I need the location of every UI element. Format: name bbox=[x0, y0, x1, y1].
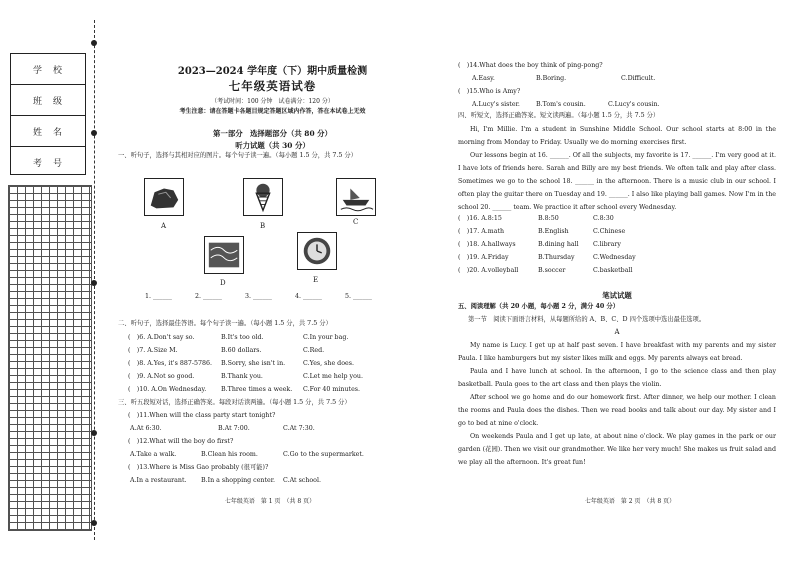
option: C.Wednesday bbox=[593, 254, 636, 261]
question-15: ( )15.Who is Amy? bbox=[458, 88, 521, 95]
picture-label-b: B bbox=[260, 222, 266, 230]
section-four-instruction: 四、听短文，选择正确答案。短文读两遍。（每小题 1.5 分，共 7.5 分） bbox=[458, 112, 660, 119]
option: C.Go to the supermarket. bbox=[283, 451, 364, 458]
listening-passage-p2: Our lessons begin at 16. ______. Of all the subjects, my favorite is 17. ______. I'm very good at it. I have lots of friends here. Sarah and Billy are my best friends. We often talk and play after class. Sometimes we go to the school 18. ______ in the afternoon. There is a music club in our school. I often play the guitar there on Tuesday and 19. ______. I also like playing ball games. Now I'm in the school 20. ______ team. We practice it after school every Wednesday. bbox=[458, 152, 776, 211]
question-9: ( )9. A.Not so good. bbox=[128, 373, 195, 380]
picture-label-c: C bbox=[353, 218, 359, 226]
option: B.Boring. bbox=[536, 75, 567, 82]
option: A.Take a walk. bbox=[130, 451, 177, 458]
option: C.Red. bbox=[303, 347, 325, 354]
picture-label-d: D bbox=[220, 279, 226, 287]
time-info: （考试时间：100 分钟 试卷满分：120 分） bbox=[211, 98, 334, 105]
answer-blank-2[interactable]: 2. ______ bbox=[195, 293, 222, 300]
option: A.In a restaurant. bbox=[130, 477, 187, 484]
option: B.8:50 bbox=[538, 215, 559, 222]
picture-e-clock bbox=[297, 232, 337, 270]
option: C.Yes, she does. bbox=[303, 360, 354, 367]
exam-subtitle: 七年级英语试卷 bbox=[228, 79, 317, 93]
question-18: ( )18. A.hallways bbox=[458, 241, 516, 248]
option: C.For 40 minutes. bbox=[303, 386, 361, 393]
binding-hole bbox=[91, 280, 97, 286]
answer-blank-5[interactable]: 5. ______ bbox=[345, 293, 372, 300]
option: B.dining hall bbox=[538, 241, 579, 248]
exam-number-field: 考 号 bbox=[32, 158, 63, 169]
option: C.basketball bbox=[593, 267, 633, 274]
picture-d-weather bbox=[204, 236, 244, 274]
picture-label-e: E bbox=[313, 276, 319, 284]
question-16: ( )16. A.8:15 bbox=[458, 215, 502, 222]
picture-a-rock bbox=[144, 178, 184, 216]
question-13: ( )13.Where is Miss Gao probably (很可能)? bbox=[128, 464, 269, 471]
question-10: ( )10. A.On Wednesday. bbox=[128, 386, 207, 393]
option: B.Sorry, she isn't in. bbox=[221, 360, 286, 367]
option: B.Tom's cousin. bbox=[536, 101, 586, 108]
section-two-instruction: 二、听句子，选择最佳答语。每个句子读一遍。（每小题 1.5 分，共 7.5 分） bbox=[118, 320, 332, 327]
passage-a-p4: On weekends Paula and I get up late, at about nine o'clock. We play games in the park or our garden (花园). Then we visit our grandmother. We like her very much! She makes us fruit salad and we play all the afternoon. It's great fun! bbox=[458, 433, 776, 466]
question-20: ( )20. A.volleyball bbox=[458, 267, 519, 274]
seat-grid bbox=[8, 185, 92, 531]
option: B.In a shopping center. bbox=[201, 477, 276, 484]
option: B.English bbox=[538, 228, 569, 235]
written-test-heading: 笔试试题 bbox=[602, 291, 632, 300]
answer-blank-4[interactable]: 4. ______ bbox=[295, 293, 322, 300]
option: A.Lucy's sister. bbox=[472, 101, 520, 108]
question-19: ( )19. A.Friday bbox=[458, 254, 509, 261]
binding-hole bbox=[91, 520, 97, 526]
option: B.Clean his room. bbox=[201, 451, 258, 458]
question-14: ( )14.What does the boy think of ping-pong? bbox=[458, 62, 603, 69]
option: C.8:30 bbox=[593, 215, 614, 222]
listening-passage-p1: Hi, I'm Millie. I'm a student in Sunshine Middle School. Our school starts at 8:00 in the morning from Monday to Friday. Usually we do morning exercises first. bbox=[458, 126, 776, 146]
picture-c-boat bbox=[336, 178, 376, 216]
class-field: 班 级 bbox=[11, 85, 85, 116]
option: C.Difficult. bbox=[621, 75, 656, 82]
option: C.At school. bbox=[283, 477, 321, 484]
option: B.Thank you. bbox=[221, 373, 263, 380]
passage-a-p3: After school we go home and do our homework first. After dinner, we help our mother. I clean the rooms and Paula does the dishes. Then we read books and talk about our day. My sister and I go to bed at nine o'clock. bbox=[458, 394, 776, 427]
binding-hole bbox=[91, 430, 97, 436]
option: B.Three times a week. bbox=[221, 386, 293, 393]
passage-a-label: A bbox=[614, 328, 620, 336]
page-footer-right: 七年级英语 第 2 页 （共 8 页） bbox=[584, 498, 676, 505]
name-field: 姓 名 bbox=[11, 116, 85, 147]
option: B.60 dollars. bbox=[221, 347, 262, 354]
answer-blank-3[interactable]: 3. ______ bbox=[245, 293, 272, 300]
question-8: ( )8. A.Yes, it's 887-5786. bbox=[128, 360, 213, 367]
option: B.At 7:00. bbox=[218, 425, 250, 432]
option: B.soccer bbox=[538, 267, 566, 274]
option: C.Lucy's cousin. bbox=[608, 101, 660, 108]
option: C.library bbox=[593, 241, 621, 248]
passage-a-p2: Paula and I have lunch at school. In the afternoon, I go to the science class and then play basketball. Paula goes to the art class and then plays the violin. bbox=[458, 368, 776, 388]
question-11: ( )11.When will the class party start tonight? bbox=[128, 412, 276, 419]
student-info-box bbox=[10, 53, 86, 175]
option: C.Chinese bbox=[593, 228, 626, 235]
binding-strip bbox=[0, 0, 100, 561]
binding-hole bbox=[91, 130, 97, 136]
passage-a-p1: My name is Lucy. I get up at half past seven. I have breakfast with my parents and my sister Paula. I like hamburgers but my sister likes milk and eggs. My parents always eat bread. bbox=[458, 342, 776, 362]
question-17: ( )17. A.math bbox=[458, 228, 505, 235]
page-footer-left: 七年级英语 第 1 页 （共 8 页） bbox=[224, 498, 316, 505]
option: C.At 7:30. bbox=[283, 425, 315, 432]
option: A.At 6:30. bbox=[130, 425, 162, 432]
option: B.It's too old. bbox=[221, 334, 264, 341]
picture-label-a: A bbox=[161, 222, 167, 230]
school-field: 学 校 bbox=[11, 54, 85, 85]
question-12: ( )12.What will the boy do first? bbox=[128, 438, 234, 445]
option: C.In your bag. bbox=[303, 334, 349, 341]
listening-heading: 听力试题（共 30 分） bbox=[235, 141, 310, 150]
option: C.Let me help you. bbox=[303, 373, 363, 380]
section-three-instruction: 三、听五段短对话，选择正确答案。每段对话读两遍。（每小题 1.5 分，共 7.5 分） bbox=[118, 399, 351, 406]
section-one-instruction: 一、听句子，选择与其相对应的图片。每个句子读一遍。（每小题 1.5 分，共 7.5 分） bbox=[118, 152, 357, 159]
binding-hole bbox=[91, 40, 97, 46]
option: B.Thursday bbox=[538, 254, 575, 261]
notice: 考生注意：请在答题卡各题目规定答题区域内作答，答在本试卷上无效 bbox=[179, 108, 366, 115]
section-five-heading: 五、阅读理解（共 20 小题，每小题 2 分，满分 40 分） bbox=[458, 303, 619, 310]
option: A.Easy. bbox=[472, 75, 495, 82]
question-7: ( )7. A.Size M. bbox=[128, 347, 178, 354]
part-one-heading: 第一部分 选择题部分（共 80 分） bbox=[213, 129, 332, 138]
section-five-intro: 第一节 阅读下面语言材料，从每题所给的 A、B、C、D 四个选项中选出最佳选项。 bbox=[468, 316, 706, 323]
question-6: ( )6. A.Don't say so. bbox=[128, 334, 195, 341]
picture-b-icecream bbox=[243, 178, 283, 216]
answer-blank-1[interactable]: 1. ______ bbox=[145, 293, 172, 300]
exam-title: 2023—2024 学年度（下）期中质量检测 bbox=[177, 66, 368, 77]
